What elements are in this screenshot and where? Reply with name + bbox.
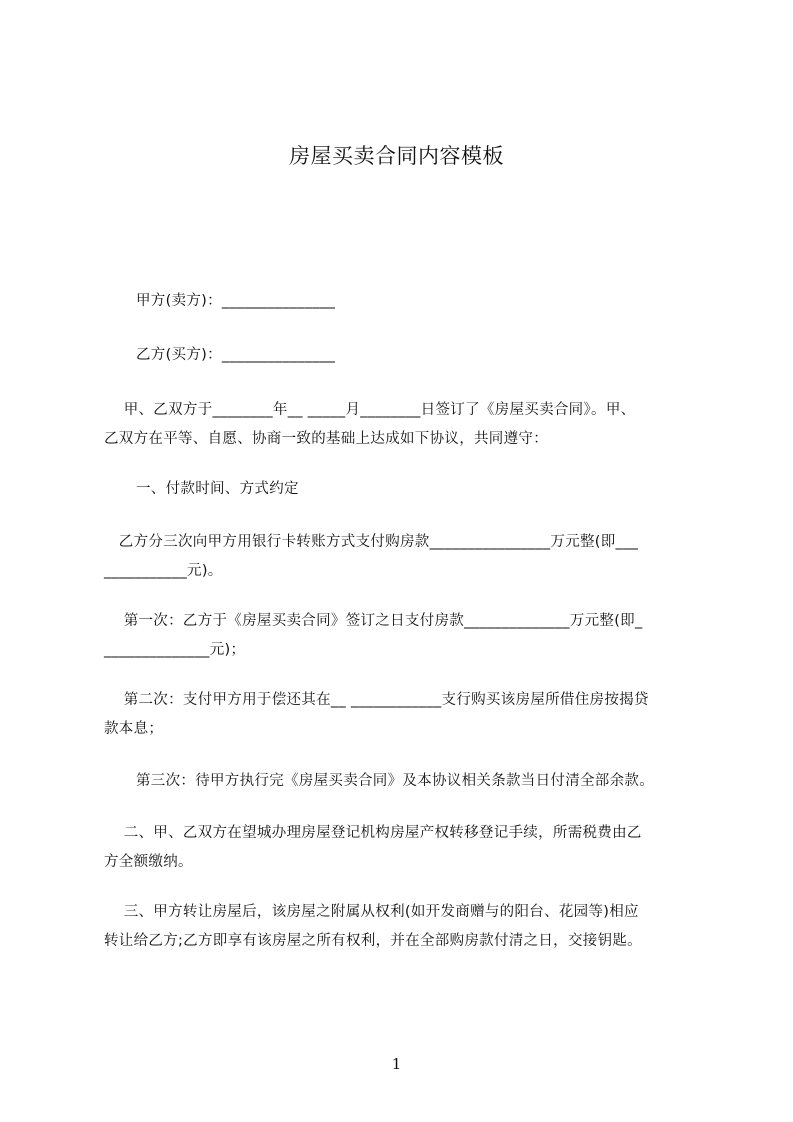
payment-second-paragraph xyxy=(104,686,704,744)
section-2-line-1: 二、甲、乙双方在望城办理房屋登记机构房屋产权转移登记手续，所需税费由乙 xyxy=(104,825,642,841)
section-2-line-2: 方全额缴纳。 xyxy=(104,854,193,870)
party-a-text: 甲方(卖方)：_______________ xyxy=(136,293,336,309)
intro-line-2: 乙双方在平等、自愿、协商一致的基础上达成如下协议，共同遵守： xyxy=(104,431,548,447)
section-3-line-1: 三、甲方转让房屋后，该房屋之附属从权利(如开发商赠与的阳台、花园等)相应 xyxy=(104,904,639,920)
payment-third-paragraph xyxy=(136,767,736,796)
payment-third-line: 第三次：待甲方执行完《房屋买卖合同》及本协议相关条款当日付清全部余款。 xyxy=(136,773,654,789)
payment-total-line-1: 乙方分三次向甲方用银行卡转账方式支付购房款________________万元整(即___ xyxy=(104,534,639,550)
payment-total-paragraph xyxy=(104,528,704,586)
party-b-line xyxy=(136,341,736,370)
payment-first-line-1: 第一次：乙方于《房屋买卖合同》签订之日支付房款______________万元整(即_ xyxy=(104,613,643,629)
section-1-heading xyxy=(136,475,736,504)
intro-line-1: 甲、乙双方于________年__ _____月________日签订了《房屋买卖合同》。甲、 xyxy=(104,402,636,418)
section-3-paragraph xyxy=(104,898,704,956)
payment-second-line-2: 款本息； xyxy=(104,721,164,737)
payment-first-line-2: ______________元)； xyxy=(104,642,246,658)
party-a-line xyxy=(136,287,736,316)
page-title: 房屋买卖合同内容模板 xyxy=(289,144,504,168)
section-3-line-2: 转让给乙方;乙方即享有该房屋之所有权利，并在全部购房款付清之日，交接钥匙。 xyxy=(104,933,642,949)
section-2-paragraph xyxy=(104,819,704,877)
payment-total-line-2: ___________元)。 xyxy=(104,563,223,579)
page-number: 1 xyxy=(391,1055,402,1073)
intro-paragraph xyxy=(104,396,704,454)
section-1-heading-text: 一、付款时间、方式约定 xyxy=(136,481,299,497)
party-b-text: 乙方(买方)：_______________ xyxy=(136,347,336,363)
payment-first-paragraph xyxy=(104,607,704,665)
payment-second-line-1: 第二次：支付甲方用于偿还其在__ ____________支行购买该房屋所借住房按揭贷 xyxy=(104,692,649,708)
